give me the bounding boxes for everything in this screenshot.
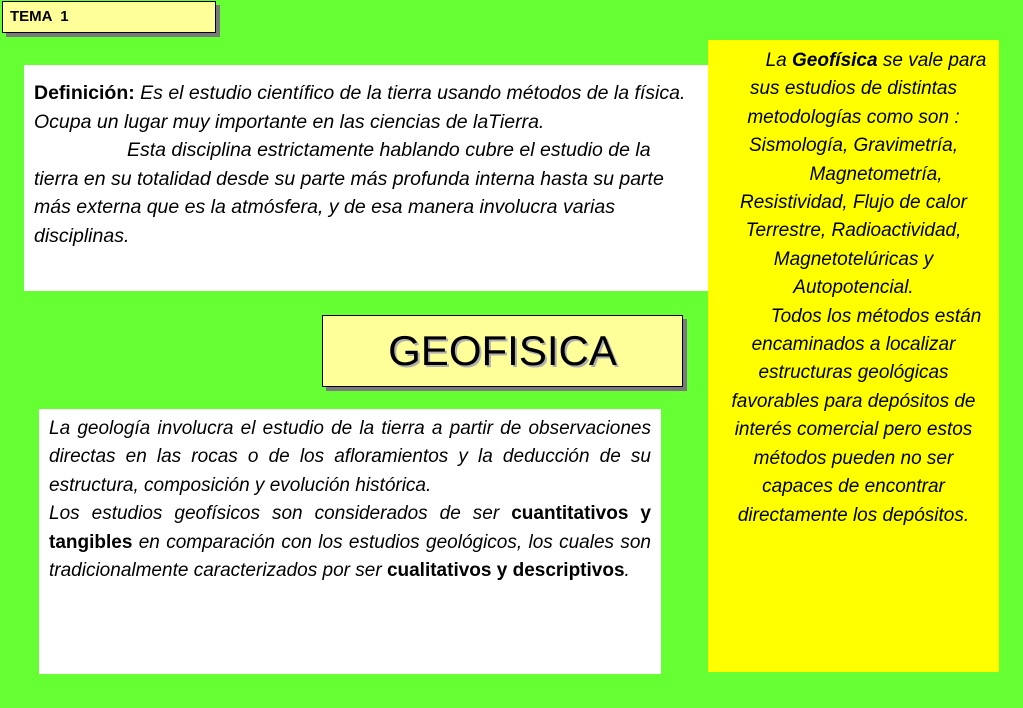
geology-text-end: . (624, 560, 630, 582)
methods-paragraph-2 (718, 161, 989, 303)
page-title: GEOFISICA (388, 327, 617, 374)
methods-paragraph-3 (718, 303, 989, 530)
methods-text-3: Todos los métodos están encaminados a localizar estructuras geológicas favorables para depósitos de interés comercial pero estos métodos pueden no ser capaces de encontrar directamente los depósitos. (731, 305, 982, 526)
methods-text-1a: La (765, 50, 793, 71)
methods-text-1b: se vale para sus estudios de distintas metodologías como son : Sismología, Gravimetría, (747, 50, 987, 157)
definition-box (24, 65, 709, 291)
geology-box (39, 409, 661, 674)
methods-box (708, 40, 999, 672)
geology-paragraph-1: La geología involucra el estudio de la tierra a partir de observaciones directas en las rocas o de los afloramientos y la deducción de su estructura, composición y evolución histórica. (49, 418, 651, 496)
geology-paragraph-2 (49, 500, 651, 585)
geology-bold-2: cualitativos y descriptivos (386, 560, 625, 582)
geology-text-2b: en comparación con los estudios geológicos, los cuales son tradicionalmente caracterizados por ser (49, 531, 651, 582)
definition-text-2: Esta disciplina estrictamente hablando cubre el estudio de la tierra en su totalidad desde su parte más profunda interna hasta su parte más externa que es la atmósfera, y de esa manera involucra varias disciplinas. (34, 139, 664, 247)
title-box (322, 315, 683, 387)
definition-label: Definición: (34, 82, 135, 104)
tema-label: TEMA 1 (2, 1, 216, 33)
definition-text: Es el estudio científico de la tierra usando métodos de la física. Ocupa un lugar muy importante en las ciencias de laTierra. (34, 82, 686, 133)
methods-term: Geofísica (792, 50, 878, 71)
methods-text-2: Magnetometría, Resistividad, Flujo de calor Terrestre, Radioactividad, Magnetotelúricas y Autopotencial. (739, 163, 968, 299)
geology-text-2a: Los estudios geofísicos son considerados de ser (49, 503, 512, 525)
methods-paragraph-1 (718, 47, 989, 161)
geology-bold-1: cuantitativos y tangibles (49, 503, 651, 553)
